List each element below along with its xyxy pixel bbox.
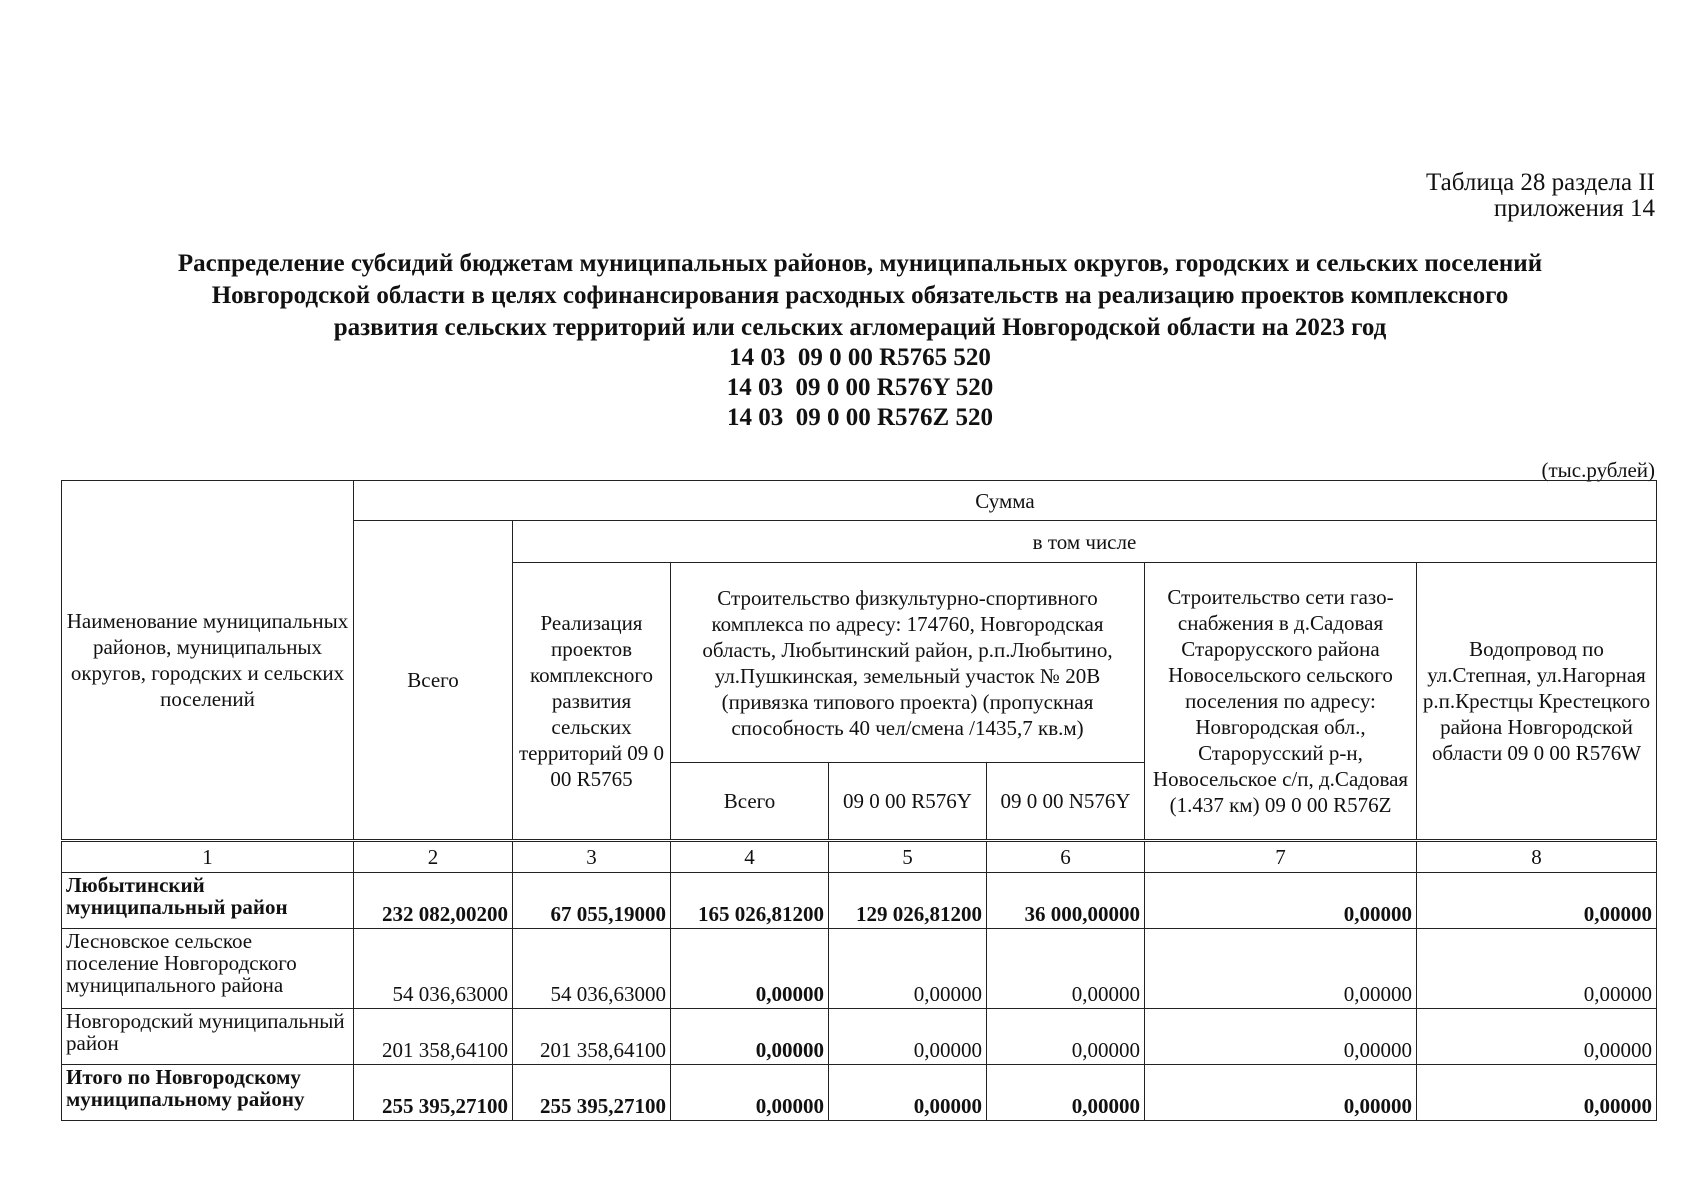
value-cell: 0,00000 <box>671 929 829 1009</box>
title-line-3: развития сельских территорий или сельских агломераций Новгородской области на 2023 год <box>333 314 1387 341</box>
column-number-row <box>62 841 1657 873</box>
column-number: 6 <box>987 841 1145 873</box>
value-cell: 165 026,81200 <box>671 873 829 929</box>
column-number: 5 <box>829 841 987 873</box>
column-number: 4 <box>671 841 829 873</box>
value-cell: 0,00000 <box>987 1009 1145 1065</box>
header-rural-development-projects: Реализация проектов комплексного развития сельских территорий 09 0 00 R5765 <box>513 563 671 841</box>
value-cell: 0,00000 <box>671 1065 829 1121</box>
value-cell: 255 395,27100 <box>513 1065 671 1121</box>
value-cell: 201 358,64100 <box>513 1009 671 1065</box>
value-cell: 232 082,00200 <box>354 873 513 929</box>
value-cell: 67 055,19000 <box>513 873 671 929</box>
column-number: 1 <box>62 841 354 873</box>
column-number: 2 <box>354 841 513 873</box>
value-cell: 0,00000 <box>987 1065 1145 1121</box>
table-row <box>62 1009 1657 1065</box>
header-municipality-name: Наименование муниципальных районов, муниципальных округов, городских и сельских поселений <box>62 481 354 841</box>
header-sports-n576y: 09 0 00 N576Y <box>987 763 1145 841</box>
value-cell: 0,00000 <box>829 929 987 1009</box>
header-sports-complex: Строительство физкультурно-спортивного комплекса по адресу: 174760, Новгородская область, Любытинский район, р.п.Любытино, ул.Пушкинская, земельный участок № 20В (привязка типового проекта) (пропускная способность 40 чел/смена /1435,7 кв.м) <box>671 563 1145 763</box>
header-total: Всего <box>354 521 513 841</box>
value-cell: 0,00000 <box>1145 1009 1417 1065</box>
document-title <box>60 248 1660 344</box>
table-row <box>62 929 1657 1009</box>
budget-code-2: 14 03 09 0 00 R576Y 520 <box>726 374 994 401</box>
title-line-1: Распределение субсидий бюджетам муниципальных районов, муниципальных округов, городских и сельских поселений <box>177 250 1543 277</box>
row-name: Лесновское сельское поселение Новгородского муниципального района <box>62 929 354 1009</box>
value-cell: 54 036,63000 <box>513 929 671 1009</box>
value-cell: 0,00000 <box>671 1009 829 1065</box>
value-cell: 0,00000 <box>829 1065 987 1121</box>
column-number: 7 <box>1145 841 1417 873</box>
value-cell: 54 036,63000 <box>354 929 513 1009</box>
budget-code-3: 14 03 09 0 00 R576Z 520 <box>727 404 993 431</box>
reference-line-appendix: приложения 14 <box>1493 195 1655 222</box>
value-cell: 36 000,00000 <box>987 873 1145 929</box>
title-line-2: Новгородской области в целях софинансирования расходных обязательств на реализацию проектов комплексного <box>211 282 1509 309</box>
header-water-pipeline: Водопровод по ул.Степная, ул.Нагорная р.п.Крестцы Крестецкого района Новгородской области 09 0 00 R576W <box>1417 563 1657 841</box>
header-including: в том числе <box>513 521 1657 563</box>
budget-codes <box>60 343 1660 433</box>
table-row <box>62 873 1657 929</box>
value-cell: 201 358,64100 <box>354 1009 513 1065</box>
value-cell: 0,00000 <box>1145 1065 1417 1121</box>
units-label: (тыс.рублей) <box>1541 458 1655 482</box>
header-sports-r576y: 09 0 00 R576Y <box>829 763 987 841</box>
column-number: 3 <box>513 841 671 873</box>
subsidy-table <box>61 480 1657 1121</box>
row-name: Итого по Новгородскому муниципальному району <box>62 1065 354 1121</box>
value-cell: 0,00000 <box>987 929 1145 1009</box>
row-name: Любытинский муниципальный район <box>62 873 354 929</box>
budget-code-1: 14 03 09 0 00 R5765 520 <box>729 344 991 371</box>
value-cell: 255 395,27100 <box>354 1065 513 1121</box>
value-cell: 0,00000 <box>1145 929 1417 1009</box>
value-cell: 0,00000 <box>829 1009 987 1065</box>
row-name: Новгородский муниципальный район <box>62 1009 354 1065</box>
column-number: 8 <box>1417 841 1657 873</box>
table-reference <box>1426 170 1655 222</box>
reference-line-table: Таблица 28 раздела II <box>1426 169 1655 196</box>
value-cell: 0,00000 <box>1145 873 1417 929</box>
value-cell: 0,00000 <box>1417 1065 1657 1121</box>
value-cell: 0,00000 <box>1417 1009 1657 1065</box>
table-row-total <box>62 1065 1657 1121</box>
header-gas-network: Строительство сети газо-снабжения в д.Садовая Старорусского района Новосельского сельского поселения по адресу: Новгородская обл., Старорусский р-н, Новосельское с/п, д.Садовая (1.437 км) 09 0 00 R576Z <box>1145 563 1417 841</box>
value-cell: 129 026,81200 <box>829 873 987 929</box>
value-cell: 0,00000 <box>1417 929 1657 1009</box>
header-sum: Сумма <box>354 481 1657 521</box>
value-cell: 0,00000 <box>1417 873 1657 929</box>
header-sports-total: Всего <box>671 763 829 841</box>
